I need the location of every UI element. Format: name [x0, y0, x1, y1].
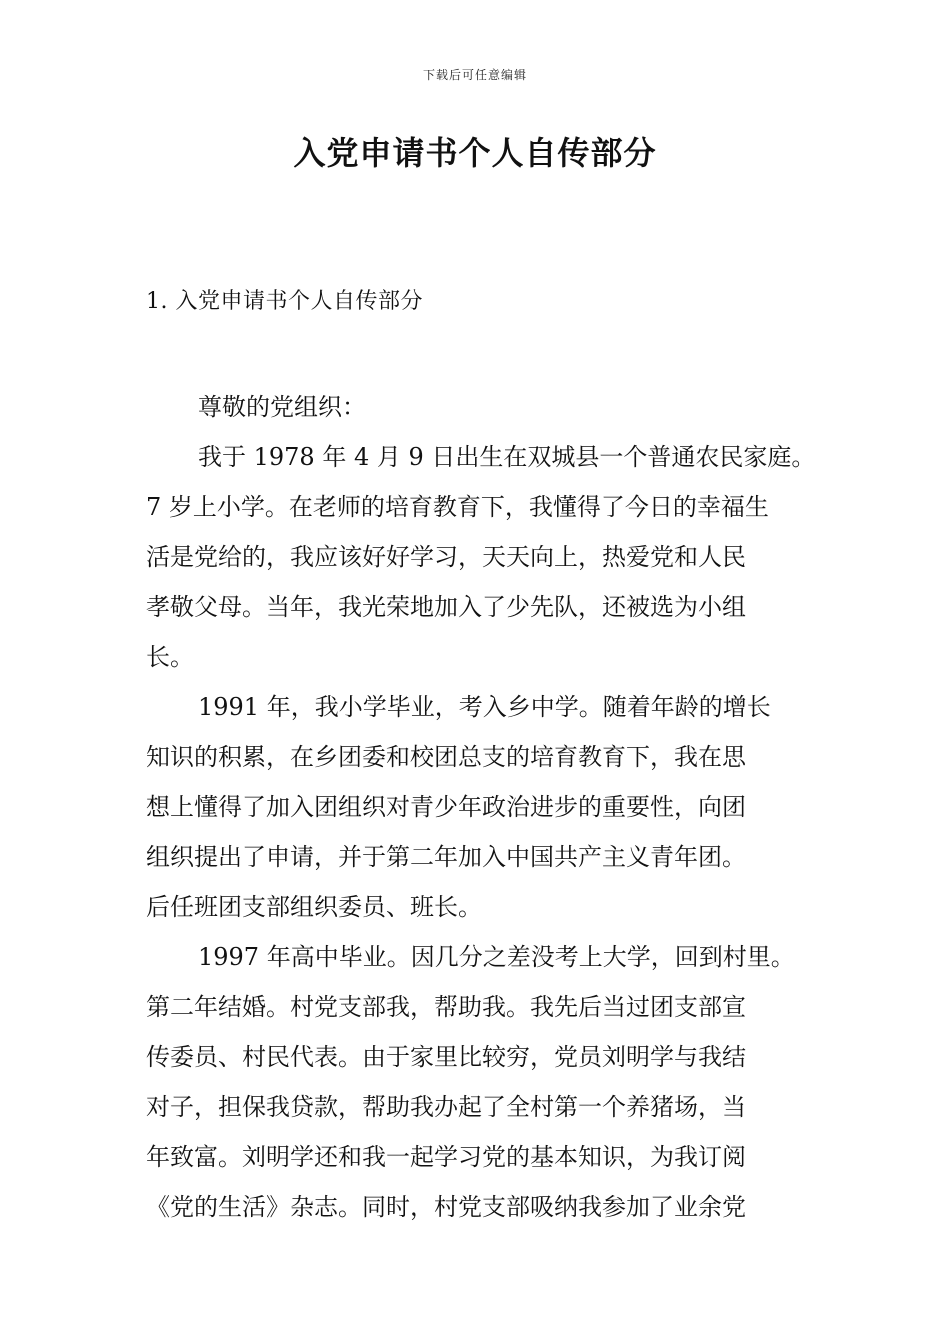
- paragraph-line: 后任班团支部组织委员、班长。: [146, 893, 482, 921]
- document-body: [146, 382, 826, 1232]
- paragraph-line: 传委员、村民代表。由于家里比较穷，党员刘明学与我结: [146, 1043, 746, 1071]
- paragraph-line: 知识的积累，在乡团委和校团总支的培育教育下，我在思: [146, 743, 746, 771]
- salutation: 尊敬的党组织：: [198, 393, 366, 421]
- paragraph-line: 长。: [146, 643, 194, 671]
- paragraph-line: 组织提出了申请，并于第二年加入中国共产主义青年团。: [146, 843, 746, 871]
- header-note: 下载后可任意编辑: [422, 68, 527, 82]
- paragraph-line: 7 岁上小学。在老师的培育教育下，我懂得了今日的幸福生: [146, 493, 769, 521]
- paragraph-line: 对子，担保我贷款，帮助我办起了全村第一个养猪场，当: [146, 1093, 746, 1121]
- paragraph-middle-school: [146, 682, 826, 932]
- section-heading: 1. 入党申请书个人自传部分: [146, 289, 423, 314]
- paragraph-birth-childhood: [146, 432, 826, 682]
- paragraph-line: 第二年结婚。村党支部我，帮助我。我先后当过团支部宣: [146, 993, 746, 1021]
- paragraph-high-school: [146, 932, 826, 1232]
- paragraph-line: 想上懂得了加入团组织对青少年政治进步的重要性，向团: [146, 793, 746, 821]
- paragraph-line: 年致富。刘明学还和我一起学习党的基本知识，为我订阅: [146, 1143, 746, 1171]
- paragraph-line: 我于 1978 年 4 月 9 日出生在双城县一个普通农民家庭。: [198, 443, 816, 471]
- paragraph-line: 活是党给的，我应该好好学习，天天向上，热爱党和人民: [146, 543, 746, 571]
- document-title: 入党申请书个人自传部分: [293, 134, 657, 172]
- paragraph-line: 《党的生活》杂志。同时，村党支部吸纳我参加了业余党: [146, 1193, 746, 1221]
- paragraph-line: 1991 年，我小学毕业，考入乡中学。随着年龄的增长: [198, 693, 771, 721]
- paragraph-line: 1997 年高中毕业。因几分之差没考上大学，回到村里。: [198, 943, 795, 971]
- paragraph-line: 孝敬父母。当年，我光荣地加入了少先队，还被选为小组: [146, 593, 746, 621]
